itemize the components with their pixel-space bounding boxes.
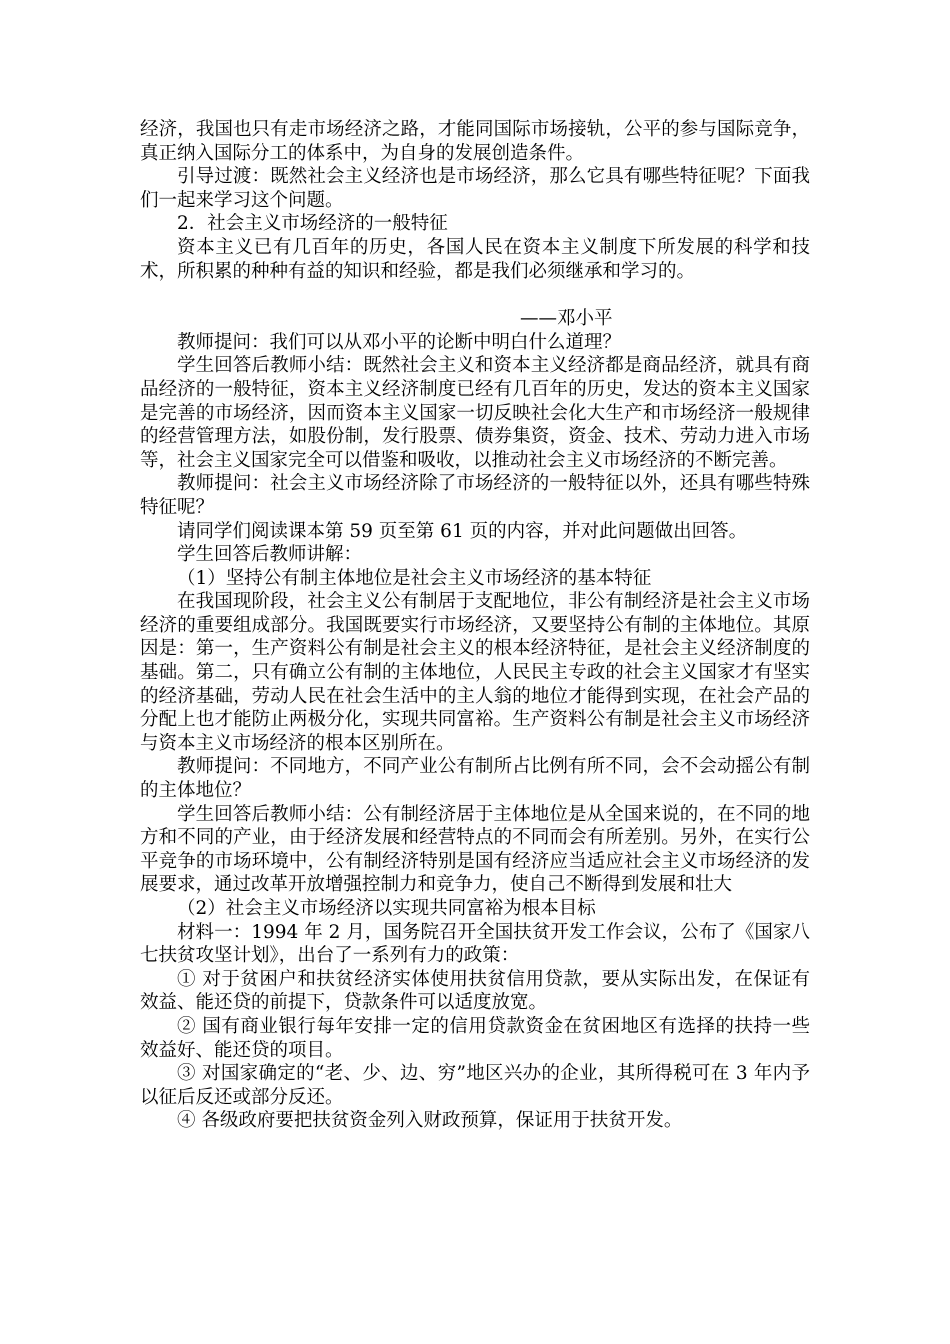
policy-item-1: ① 对于贫困户和扶贫经济实体使用扶贫信用贷款，要从实际出发，在保证有效益、能还贷的前提下，贷款条件可以适度放宽。 xyxy=(140,968,810,1014)
paragraph-transition: 引导过渡：既然社会主义经济也是市场经济，那么它具有哪些特征呢？下面我们一起来学习这个问题。 xyxy=(140,166,810,211)
policy-item-3: ③ 对国家确定的“老、少、边、穷”地区兴办的企业，其所得税可在 3 年内予以征后反还或部分反还。 xyxy=(140,1063,810,1108)
subheading-2: （2）社会主义市场经济以实现共同富裕为根本目标 xyxy=(177,898,596,919)
document-page xyxy=(140,118,810,1133)
teacher-question: 教师提问：不同地方，不同产业公有制所占比例有所不同，会不会动摇公有制的主体地位？ xyxy=(140,756,810,802)
subheading-1: （1）坚持公有制主体地位是社会主义市场经济的基本特征 xyxy=(177,567,652,589)
body-paragraph: 在我国现阶段，社会主义公有制居于支配地位，非公有制经济是社会主义市场经济的重要组成部分。我国既要实行市场经济，又要坚持公有制的主体地位。其原因是：第一，生产资料公有制是社会主义的根本经济特征，是社会主义经济制度的基础。第二，只有确立公有制的主体地位，人民民主专政的社会主义国家才有坚实的经济基础，劳动人民在社会生活中的主人翁的地位才能得到实现，在社会产品的分配上也才能防止两极分化，实现共同富裕。生产资料公有制是社会主义市场经济与资本主义市场经济的根本区别所在。 xyxy=(140,591,810,754)
teacher-summary: 学生回答后教师小结：既然社会主义和资本主义经济都是商品经济，就具有商品经济的一般特征，资本主义经济制度已经有几百年的历史，发达的资本主义国家是完善的市场经济，因而资本主义国家一切反映社会化大生产和市场经济一般规律的经营管理方法，如股份制，发行股票、债券集资，资金、技术、劳动力进入市场等，社会主义国家完全可以借鉴和吸收，以推动社会主义市场经济的不断完善。 xyxy=(140,355,810,471)
blank-line xyxy=(140,283,810,307)
material-one: 材料一：1994 年 2 月，国务院召开全国扶贫开发工作会议，公布了《国家八七扶贫攻坚计划》，出台了一系列有力的政策： xyxy=(140,921,810,967)
policy-item-2: ② 国有商业银行每年安排一定的信用贷款资金在贫困地区有选择的扶持一些效益好、能还贷的项目。 xyxy=(140,1015,810,1061)
quote-paragraph: 资本主义已有几百年的历史，各国人民在资本主义制度下所发展的科学和技术，所积累的种种有益的知识和经验，都是我们必须继承和学习的。 xyxy=(140,236,810,282)
section-heading: 2．社会主义市场经济的一般特征 xyxy=(177,213,448,235)
teacher-explain-intro: 学生回答后教师讲解： xyxy=(177,544,363,566)
teacher-question: 教师提问：社会主义市场经济除了市场经济的一般特征以外，还具有哪些特殊特征呢？ xyxy=(140,473,810,518)
paragraph-continuation: 经济，我国也只有走市场经济之路，才能同国际市场接轨，公平的参与国际竞争，真正纳入国际分工的体系中，为自身的发展创造条件。 xyxy=(140,119,810,164)
teacher-summary: 学生回答后教师小结：公有制经济居于主体地位是从全国来说的，在不同的地方和不同的产业，由于经济发展和经营特点的不同而会有所差别。另外，在实行公平竞争的市场环境中，公有制经济特别是国有经济应当适应社会主义市场经济的发展要求，通过改革开放增强控制力和竞争力，使自己不断得到发展和壮大 xyxy=(140,803,810,896)
teacher-question: 教师提问：我们可以从邓小平的论断中明白什么道理？ xyxy=(177,331,622,353)
reading-instruction: 请同学们阅读课本第 59 页至第 61 页的内容，并对此问题做出回答。 xyxy=(177,520,748,542)
policy-item-4: ④ 各级政府要把扶贫资金列入财政预算，保证用于扶贫开发。 xyxy=(177,1110,683,1132)
quote-attribution: ——邓小平 xyxy=(520,308,613,330)
